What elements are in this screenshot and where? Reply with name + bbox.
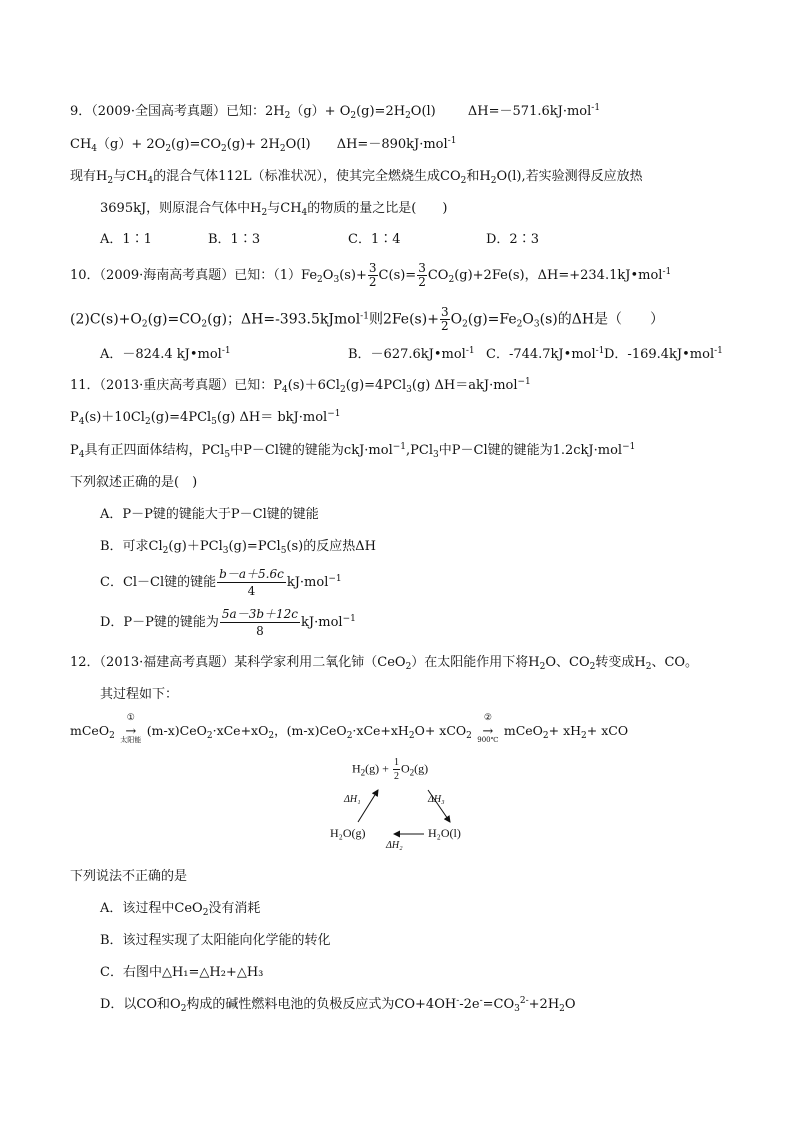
q11-line3: $P_4$具有正四面体结构，PCl$_5$中P－Cl键的键能为ckJ·mol$^{-1}$,PCl$_3$中P－Cl键的键能为1.2ckJ·mol$^{-1}$ (70, 442, 636, 460)
fraction-3-2-b: $\frac{3}{2}$ (418, 261, 426, 289)
q9-line1: 9．（2009·全国高考真题）已知：$2H_2(g)+ O_2(g)=2H_2O(l)$ ΔH=－571.6kJ·mol$^{-1}$ (70, 103, 601, 121)
q11-question: 下列叙述正确的是( ) (70, 475, 198, 490)
q11-option-b: B．可求$Cl_2(g)+PCl_3(g)=PCl_5(s)$的反应热ΔH (100, 539, 376, 556)
cycle-top-node: $H_2(g)$ + $\frac{1}{2}$ $O_2(g)$ (352, 757, 429, 782)
q10-option-c: C．-744.7kJ•mol$^{-1}$ (486, 346, 605, 362)
q9-line4: 3695kJ，则原混合气体中$H_2$与$CH_4$的物质的量之比是( ) (100, 201, 448, 218)
cycle-dh2-label: ΔH₂ (386, 840, 403, 851)
q9-line2: $CH_4(g)+ 2O_2(g)=CO_2(g)+ 2H_2O(l)$ ΔH=－890kJ·mol$^{-1}$ (70, 136, 457, 154)
fraction-1-2: $\frac{1}{2}$ (393, 757, 399, 782)
cycle-dh3-label: ΔH₃ (428, 794, 445, 805)
q12-line1: 12．（2013·福建高考真题）某科学家利用二氧化铈（CeO$_2$）在太阳能作用下将$H_2O$、$CO_2$转变成$H_2$、CO。 (70, 655, 699, 672)
q11-option-d: D．P－P键的键能为 $\frac{5a-3b+12c}{8}$ kJ·mol$^{-1}$ (100, 607, 356, 638)
cycle-arrows (330, 754, 490, 856)
q9-option-b: B．1∶3 (208, 232, 261, 247)
q9-line3: 现有$H_2$与$CH_4$的混合气体112L（标准状况），使其完全燃烧生成$CO_2$和$H_2O(l)$,若实验测得反应放热 (70, 169, 643, 186)
reaction-arrow-1: ① → 太阳能 (120, 713, 142, 744)
q12-option-a: A．该过程中CeO$_2$没有消耗 (100, 901, 261, 918)
q10-option-b: B．－627.6kJ•mol$^{-1}$ (348, 346, 475, 362)
q11-option-c: C．Cl－Cl键的键能 $\frac{b-a+5.6c}{4}$ kJ·mol$^{-1}$ (100, 567, 342, 598)
q9-option-a: A．1∶1 (100, 232, 152, 247)
cycle-dh1-label: ΔH₁ (344, 794, 361, 805)
q10-line1: 10．（2009·海南高考真题）已知：$(1)Fe_2O_3(s)+$ $\frac{3}{2}$ C(s)= $\frac{3}{2}$ $CO_2(g)+2Fe(s)$，ΔH=+234.1kJ•mol$^{-1}$ (70, 261, 672, 289)
q11-line2: $P_4(s)+10Cl_2(g)=4PCl_5(g)$ ΔH＝ bkJ·mol$^{-1}$ (70, 409, 341, 427)
q12-option-b: B．该过程实现了太阳能向化学能的转化 (100, 933, 331, 948)
arrow-dh3 (428, 790, 450, 822)
energy-cycle-diagram (330, 754, 490, 856)
q11-option-a: A．P－P键的键能大于P－Cl键的键能 (100, 507, 319, 522)
q12-question: 下列说法不正确的是 (70, 869, 188, 884)
fraction-3-2-c: $\frac{3}{2}$ (440, 305, 449, 333)
q12-process-label: 其过程如下： (100, 687, 179, 702)
q10-option-a: A．－824.4 kJ•mol$^{-1}$ (100, 346, 231, 362)
q12-reactions: mCeO$_2$ ① → 太阳能 $(m-x)CeO_2\cdot xCe+xO_2$，$(m-x)CeO_2\cdot xCe+xH_2O+ xCO_2$ ② → 900℃ mCeO$_2$+ $xH_2+$ xCO (70, 713, 629, 744)
fraction-3-2: $\frac{3}{2}$ (368, 261, 377, 289)
q9-option-d: D．2∶3 (486, 232, 539, 247)
q10-options (100, 347, 723, 363)
cycle-right-node: H₂O(l) (428, 826, 461, 840)
q9-option-c: C．1∶4 (348, 232, 401, 247)
q9-options (100, 232, 539, 248)
fraction-option-d: $\frac{5a-3b+12c}{8}$ (221, 607, 299, 638)
q10-option-d: D．-169.4kJ•mol$^{-1}$ (604, 346, 723, 362)
arrow-dh1 (358, 790, 378, 822)
q10-line2: $(2)C(s)+O_2(g)=CO_2(g)$；ΔH=-393.5kJmol$^{-1}$则2Fe(s)+ $\frac{3}{2}$ $O_2(g)=Fe_2O_3(s)$的ΔH是（ ） (70, 305, 665, 333)
cycle-left-node: H₂O(g) (330, 826, 366, 840)
q12-option-c: C．右图中△H₁=△H₂+△H₃ (100, 965, 264, 980)
fraction-option-c: $\frac{b-a+5.6c}{4}$ (219, 567, 284, 598)
reaction-arrow-2: ② → 900℃ (477, 713, 499, 744)
q12-option-d: D．以CO和$O_2$构成的碱性燃料电池的负极反应式为$CO+4OH^--2e^-=CO_3^{2-}+2H_2O$ (100, 996, 576, 1014)
q11-line1: 11．（2013·重庆高考真题）已知：$P_4(s)+6Cl_2(g)=4PCl_3(g)$ ΔH＝akJ·mol$^{-1}$ (70, 377, 531, 395)
